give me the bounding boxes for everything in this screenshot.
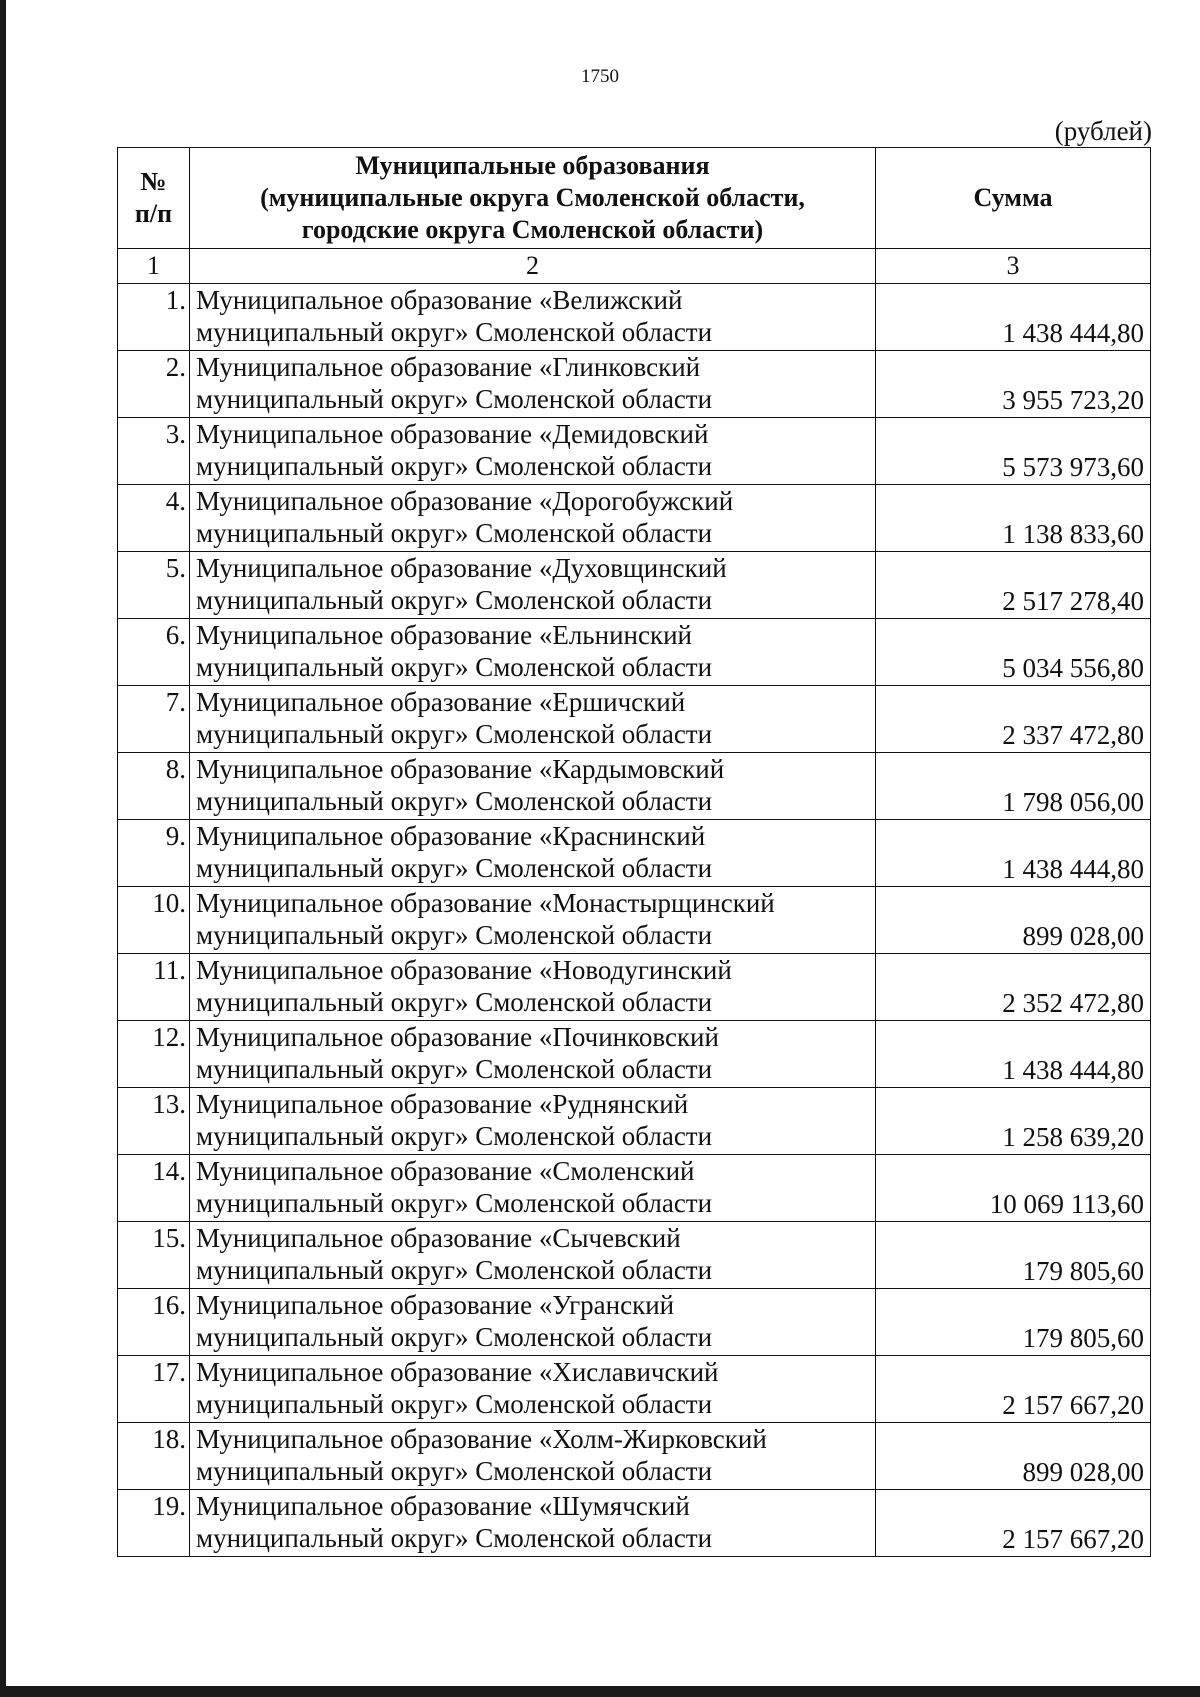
row-sum: 1 438 444,80 (876, 820, 1151, 887)
row-sum: 179 805,60 (876, 1289, 1151, 1356)
row-municipality (190, 552, 876, 619)
row-number: 6. (118, 619, 190, 686)
row-municipality (190, 1021, 876, 1088)
row-municipality-line2: муниципальный округ» Смоленской области (196, 920, 713, 950)
scan-edge-left (0, 0, 6, 1697)
row-municipality (190, 284, 876, 351)
table-row (118, 1289, 1151, 1356)
header-name (190, 148, 876, 249)
row-sum: 3 955 723,20 (876, 351, 1151, 418)
table-row (118, 485, 1151, 552)
row-municipality-line1: Муниципальное образование «Велижский (196, 285, 683, 315)
row-municipality (190, 753, 876, 820)
row-municipality-line1: Муниципальное образование «Монастырщинский (196, 888, 775, 918)
table-row (118, 1356, 1151, 1423)
row-municipality (190, 1289, 876, 1356)
row-municipality (190, 1155, 876, 1222)
table-row (118, 418, 1151, 485)
table-row (118, 753, 1151, 820)
row-municipality-line1: Муниципальное образование «Хиславичский (196, 1357, 719, 1387)
row-sum: 2 352 472,80 (876, 954, 1151, 1021)
table-row (118, 619, 1151, 686)
row-number: 14. (118, 1155, 190, 1222)
units-label: (рублей) (1054, 116, 1152, 146)
row-number: 16. (118, 1289, 190, 1356)
row-municipality-line1: Муниципальное образование «Ельнинский (196, 620, 692, 650)
row-municipality (190, 485, 876, 552)
table-row (118, 552, 1151, 619)
row-number: 10. (118, 887, 190, 954)
row-municipality-line2: муниципальный округ» Смоленской области (196, 1054, 713, 1084)
row-number: 9. (118, 820, 190, 887)
row-municipality-line1: Муниципальное образование «Смоленский (196, 1156, 695, 1186)
row-municipality-line1: Муниципальное образование «Кардымовский (196, 754, 725, 784)
row-number: 15. (118, 1222, 190, 1289)
row-municipality (190, 351, 876, 418)
row-sum: 1 798 056,00 (876, 753, 1151, 820)
row-municipality-line2: муниципальный округ» Смоленской области (196, 1389, 713, 1419)
table-row (118, 1155, 1151, 1222)
row-sum: 5 573 973,60 (876, 418, 1151, 485)
page-number: 1750 (581, 66, 619, 87)
column-number-row (118, 249, 1151, 284)
table-row (118, 1222, 1151, 1289)
row-sum: 1 438 444,80 (876, 284, 1151, 351)
table-row (118, 1423, 1151, 1490)
column-number: 3 (876, 249, 1151, 284)
budget-table (117, 147, 1151, 1557)
row-number: 18. (118, 1423, 190, 1490)
header-name-line: Муниципальные образования (355, 151, 710, 180)
row-sum: 2 157 667,20 (876, 1356, 1151, 1423)
row-municipality-line1: Муниципальное образование «Духовщинский (196, 553, 727, 583)
row-municipality (190, 1356, 876, 1423)
column-number: 2 (190, 249, 876, 284)
row-municipality-line2: муниципальный округ» Смоленской области (196, 652, 713, 682)
row-sum: 899 028,00 (876, 887, 1151, 954)
row-sum: 179 805,60 (876, 1222, 1151, 1289)
row-sum: 10 069 113,60 (876, 1155, 1151, 1222)
row-number: 12. (118, 1021, 190, 1088)
row-sum: 899 028,00 (876, 1423, 1151, 1490)
row-municipality-line1: Муниципальное образование «Холм-Жирковский (196, 1424, 767, 1454)
table-row (118, 1490, 1151, 1557)
table-body (118, 284, 1151, 1557)
row-municipality-line2: муниципальный округ» Смоленской области (196, 1322, 713, 1352)
row-municipality-line1: Муниципальное образование «Дорогобужский (196, 486, 734, 516)
row-municipality-line2: муниципальный округ» Смоленской области (196, 317, 713, 347)
row-municipality (190, 1222, 876, 1289)
row-sum: 1 438 444,80 (876, 1021, 1151, 1088)
row-municipality (190, 1423, 876, 1490)
table-row (118, 954, 1151, 1021)
header-sum: Сумма (876, 148, 1151, 249)
table-row (118, 887, 1151, 954)
row-municipality-line2: муниципальный округ» Смоленской области (196, 585, 713, 615)
row-municipality-line2: муниципальный округ» Смоленской области (196, 1456, 713, 1486)
row-number: 13. (118, 1088, 190, 1155)
row-municipality (190, 887, 876, 954)
row-sum: 5 034 556,80 (876, 619, 1151, 686)
row-sum: 2 337 472,80 (876, 686, 1151, 753)
row-municipality-line1: Муниципальное образование «Новодугинский (196, 955, 732, 985)
row-number: 11. (118, 954, 190, 1021)
row-municipality (190, 954, 876, 1021)
table-header-row (118, 148, 1151, 249)
table-row (118, 1021, 1151, 1088)
table-row (118, 351, 1151, 418)
row-municipality (190, 619, 876, 686)
scan-edge-bottom (0, 1686, 1200, 1697)
row-municipality (190, 1490, 876, 1557)
row-municipality (190, 686, 876, 753)
row-number: 3. (118, 418, 190, 485)
table-row (118, 820, 1151, 887)
row-municipality-line2: муниципальный округ» Смоленской области (196, 518, 713, 548)
row-municipality-line1: Муниципальное образование «Ершичский (196, 687, 686, 717)
row-municipality-line2: муниципальный округ» Смоленской области (196, 987, 713, 1017)
row-municipality-line2: муниципальный округ» Смоленской области (196, 1188, 713, 1218)
row-number: 1. (118, 284, 190, 351)
row-sum: 1 138 833,60 (876, 485, 1151, 552)
row-municipality-line2: муниципальный округ» Смоленской области (196, 451, 713, 481)
row-number: 7. (118, 686, 190, 753)
row-municipality-line2: муниципальный округ» Смоленской области (196, 1255, 713, 1285)
row-number: 2. (118, 351, 190, 418)
header-number-line: п/п (134, 199, 173, 228)
row-sum: 2 517 278,40 (876, 552, 1151, 619)
row-municipality (190, 1088, 876, 1155)
column-number: 1 (118, 249, 190, 284)
row-sum: 2 157 667,20 (876, 1490, 1151, 1557)
row-municipality-line1: Муниципальное образование «Руднянский (196, 1089, 689, 1119)
row-municipality-line1: Муниципальное образование «Краснинский (196, 821, 706, 851)
row-municipality-line2: муниципальный округ» Смоленской области (196, 1523, 713, 1553)
row-municipality-line2: муниципальный округ» Смоленской области (196, 1121, 713, 1151)
row-municipality-line2: муниципальный округ» Смоленской области (196, 384, 713, 414)
row-municipality-line1: Муниципальное образование «Демидовский (196, 419, 709, 449)
row-municipality-line1: Муниципальное образование «Починковский (196, 1022, 719, 1052)
table-row (118, 686, 1151, 753)
row-municipality-line1: Муниципальное образование «Глинковский (196, 352, 701, 382)
row-number: 5. (118, 552, 190, 619)
row-number: 8. (118, 753, 190, 820)
row-sum: 1 258 639,20 (876, 1088, 1151, 1155)
header-number-line: № (140, 167, 167, 196)
header-name-line: городские округа Смоленской области) (301, 215, 764, 244)
row-municipality-line1: Муниципальное образование «Угранский (196, 1290, 675, 1320)
row-number: 19. (118, 1490, 190, 1557)
row-municipality (190, 820, 876, 887)
table-row (118, 284, 1151, 351)
row-municipality-line1: Муниципальное образование «Сычевский (196, 1223, 681, 1253)
row-municipality-line1: Муниципальное образование «Шумячский (196, 1491, 690, 1521)
row-municipality-line2: муниципальный округ» Смоленской области (196, 853, 713, 883)
row-number: 4. (118, 485, 190, 552)
header-number (118, 148, 190, 249)
row-municipality-line2: муниципальный округ» Смоленской области (196, 786, 713, 816)
header-name-line: (муниципальные округа Смоленской области, (260, 183, 805, 212)
row-municipality (190, 418, 876, 485)
row-number: 17. (118, 1356, 190, 1423)
table-row (118, 1088, 1151, 1155)
row-municipality-line2: муниципальный округ» Смоленской области (196, 719, 713, 749)
